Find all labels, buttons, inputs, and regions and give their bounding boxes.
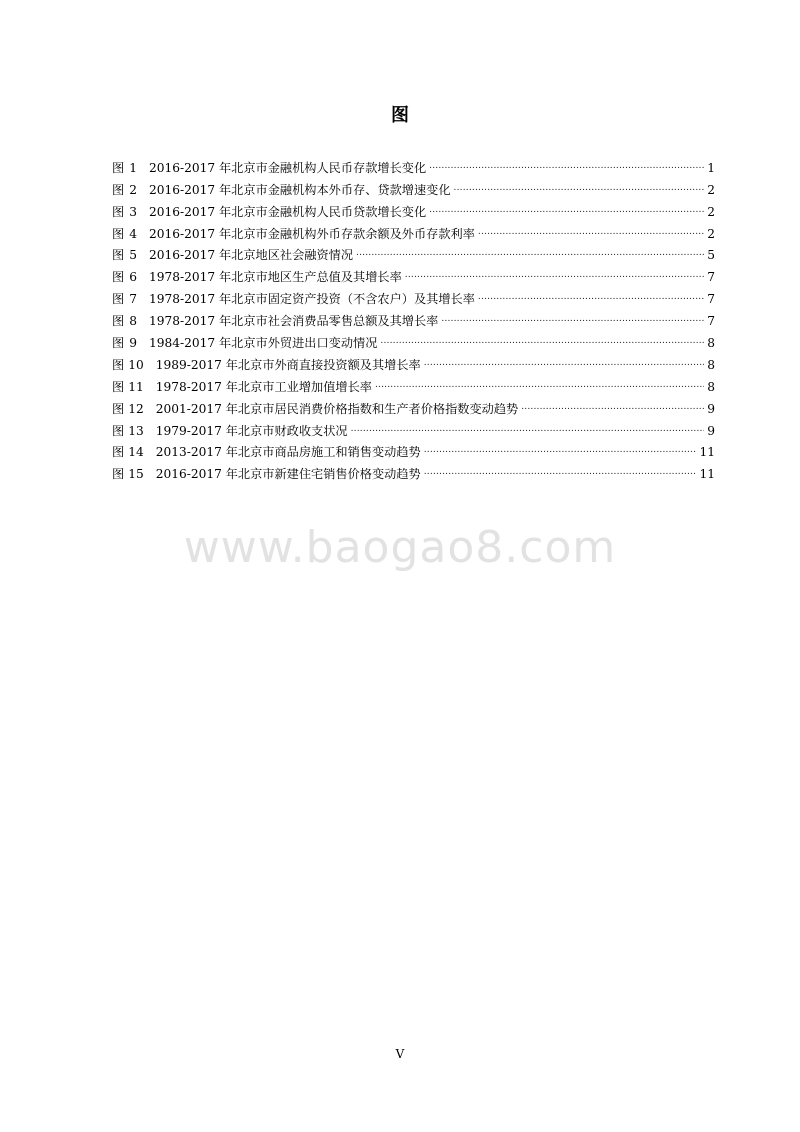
figure-label: 图 — [112, 423, 125, 438]
figure-list — [112, 150, 715, 482]
dot-leader — [521, 391, 704, 413]
page-ref[interactable]: 7 — [707, 292, 715, 307]
figure-number: 3 — [129, 204, 137, 219]
page-ref[interactable]: 11 — [699, 467, 715, 482]
figure-title[interactable]: 1989-2017 年北京市外商直接投资额及其增长率 — [155, 357, 421, 372]
page-title: 图 — [391, 105, 409, 126]
figure-title[interactable]: 1979-2017 年北京市财政收支状况 — [155, 423, 348, 438]
page-ref[interactable]: 1 — [707, 160, 715, 175]
figure-title[interactable]: 2001-2017 年北京市居民消费价格指数和生产者价格指数变动趋势 — [155, 401, 519, 416]
dot-leader — [478, 281, 704, 303]
figure-number: 8 — [129, 314, 137, 329]
dot-leader — [405, 259, 704, 281]
figure-label: 图 — [112, 182, 125, 197]
page-ref[interactable]: 2 — [707, 204, 715, 219]
page-ref[interactable]: 7 — [707, 270, 715, 285]
figure-label: 图 — [112, 467, 125, 482]
figure-title[interactable]: 2016-2017 年北京市金融机构人民币贷款增长变化 — [148, 204, 427, 219]
dot-leader — [429, 150, 704, 172]
figure-number: 4 — [129, 226, 137, 241]
figure-title[interactable]: 1978-2017 年北京市固定资产投资（不含农户）及其增长率 — [148, 292, 475, 307]
figure-title[interactable]: 2016-2017 年北京市新建住宅销售价格变动趋势 — [155, 467, 421, 482]
figure-number: 5 — [129, 248, 137, 263]
page-ref[interactable]: 11 — [699, 445, 715, 460]
page-ref[interactable]: 2 — [707, 226, 715, 241]
figure-label: 图 — [112, 314, 125, 329]
page-ref[interactable]: 9 — [707, 423, 715, 438]
figure-label: 图 — [112, 248, 125, 263]
figure-number: 13 — [128, 423, 144, 438]
figure-number: 1 — [129, 160, 137, 175]
dot-leader — [429, 194, 704, 216]
dot-leader — [380, 325, 704, 347]
page-ref[interactable]: 2 — [707, 182, 715, 197]
dot-leader — [351, 413, 705, 435]
figure-label: 图 — [112, 226, 125, 241]
dot-leader — [424, 347, 705, 369]
figure-number: 11 — [128, 379, 144, 394]
figure-title[interactable]: 2016-2017 年北京市金融机构外币存款余额及外币存款利率 — [148, 226, 475, 241]
dot-leader — [375, 369, 704, 391]
dot-leader — [454, 172, 705, 194]
figure-number: 7 — [129, 292, 137, 307]
figure-label: 图 — [112, 357, 125, 372]
page-ref[interactable]: 9 — [707, 401, 715, 416]
figure-number: 15 — [128, 467, 144, 482]
dot-leader — [356, 238, 704, 260]
watermark: www.baogao8.com — [183, 522, 617, 573]
figure-title[interactable]: 1978-2017 年北京市地区生产总值及其增长率 — [148, 270, 402, 285]
figure-label: 图 — [112, 292, 125, 307]
figure-title[interactable]: 1978-2017 年北京市工业增加值增长率 — [155, 379, 372, 394]
figure-number: 6 — [129, 270, 137, 285]
page-number: V — [395, 1047, 405, 1061]
figure-label: 图 — [112, 160, 125, 175]
figure-number: 14 — [128, 445, 144, 460]
figure-label: 图 — [112, 336, 125, 351]
dot-leader — [441, 303, 704, 325]
figure-number: 12 — [128, 401, 144, 416]
page-ref[interactable]: 8 — [707, 379, 715, 394]
page-ref[interactable]: 8 — [707, 357, 715, 372]
figure-number: 10 — [128, 357, 144, 372]
figure-number: 2 — [129, 182, 137, 197]
page-ref[interactable]: 8 — [707, 336, 715, 351]
figure-title[interactable]: 2013-2017 年北京市商品房施工和销售变动趋势 — [155, 445, 421, 460]
figure-label: 图 — [112, 401, 125, 416]
page-ref[interactable]: 5 — [707, 248, 715, 263]
dot-leader — [424, 435, 697, 457]
page-ref[interactable]: 7 — [707, 314, 715, 329]
figure-number: 9 — [129, 336, 137, 351]
figure-title[interactable]: 2016-2017 年北京地区社会融资情况 — [148, 248, 354, 263]
figure-title[interactable]: 2016-2017 年北京市金融机构人民币存款增长变化 — [148, 160, 427, 175]
figure-title[interactable]: 1984-2017 年北京市外贸进出口变动情况 — [148, 336, 378, 351]
toc-entry[interactable] — [112, 150, 715, 175]
figure-title[interactable]: 2016-2017 年北京市金融机构本外币存、贷款增速变化 — [148, 182, 451, 197]
figure-label: 图 — [112, 379, 125, 394]
dot-leader — [424, 456, 697, 478]
figure-label: 图 — [112, 445, 125, 460]
figure-title[interactable]: 1978-2017 年北京市社会消费品零售总额及其增长率 — [148, 314, 439, 329]
figure-label: 图 — [112, 270, 125, 285]
figure-label: 图 — [112, 204, 125, 219]
dot-leader — [478, 216, 704, 238]
